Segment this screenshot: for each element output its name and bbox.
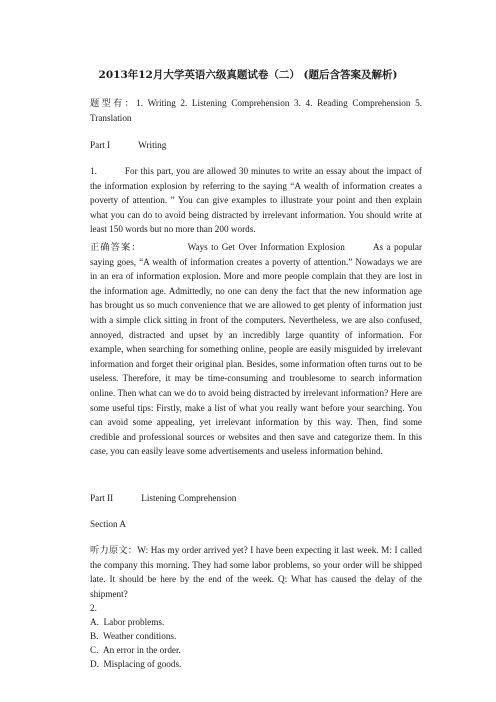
option-b bbox=[90, 629, 176, 643]
answer-title: Ways to Get Over Information Explosion bbox=[187, 242, 345, 252]
answer-text: As a popular saying goes, “A wealth of information creates a poverty of attention.” Nowadays we are in an era of information explosion. More and more people complain that they are lost in the information age. Admittedly, no one can deny the fact that the new information age has brought us so much convenience that we are allowed to get plenty of information just with a simple click sitting in front of the computers. Nevertheless, we are also confused, annoyed, distracted and upset by an incredibly large quantity of information. For example, when searching for something online, people are easily misguided by irrelevant information and forget their original plan. Besides, some information often turns out to be useless. Therefore, it may be time-consuming and troublesome to search information online. Then what can we do to avoid being distracted by irrelevant information? Here are some useful tips: Firstly, make a list of what you really want before your searching. You can avoid some appealing, yet irrelevant information by this way. Then, find some credible and professional sources or websites and then save and categorize them. In this case, you can easily leave some advertisements and useless information behind. bbox=[90, 242, 423, 457]
part2-title: Listening Comprehension bbox=[141, 493, 237, 503]
option-text: Weather conditions. bbox=[103, 631, 177, 641]
answer-label: 正确答案： bbox=[90, 242, 142, 252]
option-text: Misplacing of goods. bbox=[103, 659, 182, 669]
part2-heading bbox=[90, 491, 422, 506]
transcript-text: W: Has my order arrived yet? I have been expecting it last week. M: I called the company this morning. They had some labor problems, so your order will be shipped late. It should be here by the end of the week. Q: What has caused the delay of the shipment? bbox=[90, 545, 422, 599]
option-letter: A. bbox=[90, 617, 99, 627]
question-1-text: For this part, you are allowed 30 minutes to write an essay about the impact of the information explosion by referring to the saying “A wealth of information creates a poverty of attention. ” You can give examples to illustrate your point and then explain what you can do to avoid being distracted by irrelevant information. You should write at least 150 words but no more than 200 words. bbox=[90, 166, 422, 235]
part1-heading bbox=[90, 138, 422, 153]
option-a bbox=[90, 615, 164, 629]
document-title: 2013年12月大学英语六级真题试卷（二） (题后含答案及解析) bbox=[98, 69, 398, 81]
question-1-number: 1. bbox=[90, 166, 97, 176]
part1-label: Part I bbox=[90, 140, 111, 150]
part2-label: Part II bbox=[90, 493, 114, 503]
option-letter: D. bbox=[90, 659, 99, 669]
question-types-text: 1. Writing 2. Listening Comprehension 3. 4. Reading Comprehension 5. Translation bbox=[90, 98, 423, 123]
question-2-number: 2. bbox=[90, 603, 97, 613]
transcript-block bbox=[90, 543, 422, 601]
option-text: Labor problems. bbox=[103, 617, 165, 627]
option-letter: C. bbox=[90, 645, 99, 655]
option-c bbox=[90, 643, 181, 657]
section-a-heading: Section A bbox=[90, 519, 126, 529]
question-1 bbox=[90, 164, 422, 237]
transcript-label: 听力原文： bbox=[90, 545, 138, 555]
option-letter: B. bbox=[90, 631, 99, 641]
question-types bbox=[90, 96, 422, 125]
option-text: An error in the order. bbox=[103, 645, 181, 655]
part1-title: Writing bbox=[138, 140, 167, 150]
option-d bbox=[90, 657, 181, 671]
question-types-label: 题型有： bbox=[90, 98, 137, 108]
answer-block bbox=[90, 240, 422, 459]
